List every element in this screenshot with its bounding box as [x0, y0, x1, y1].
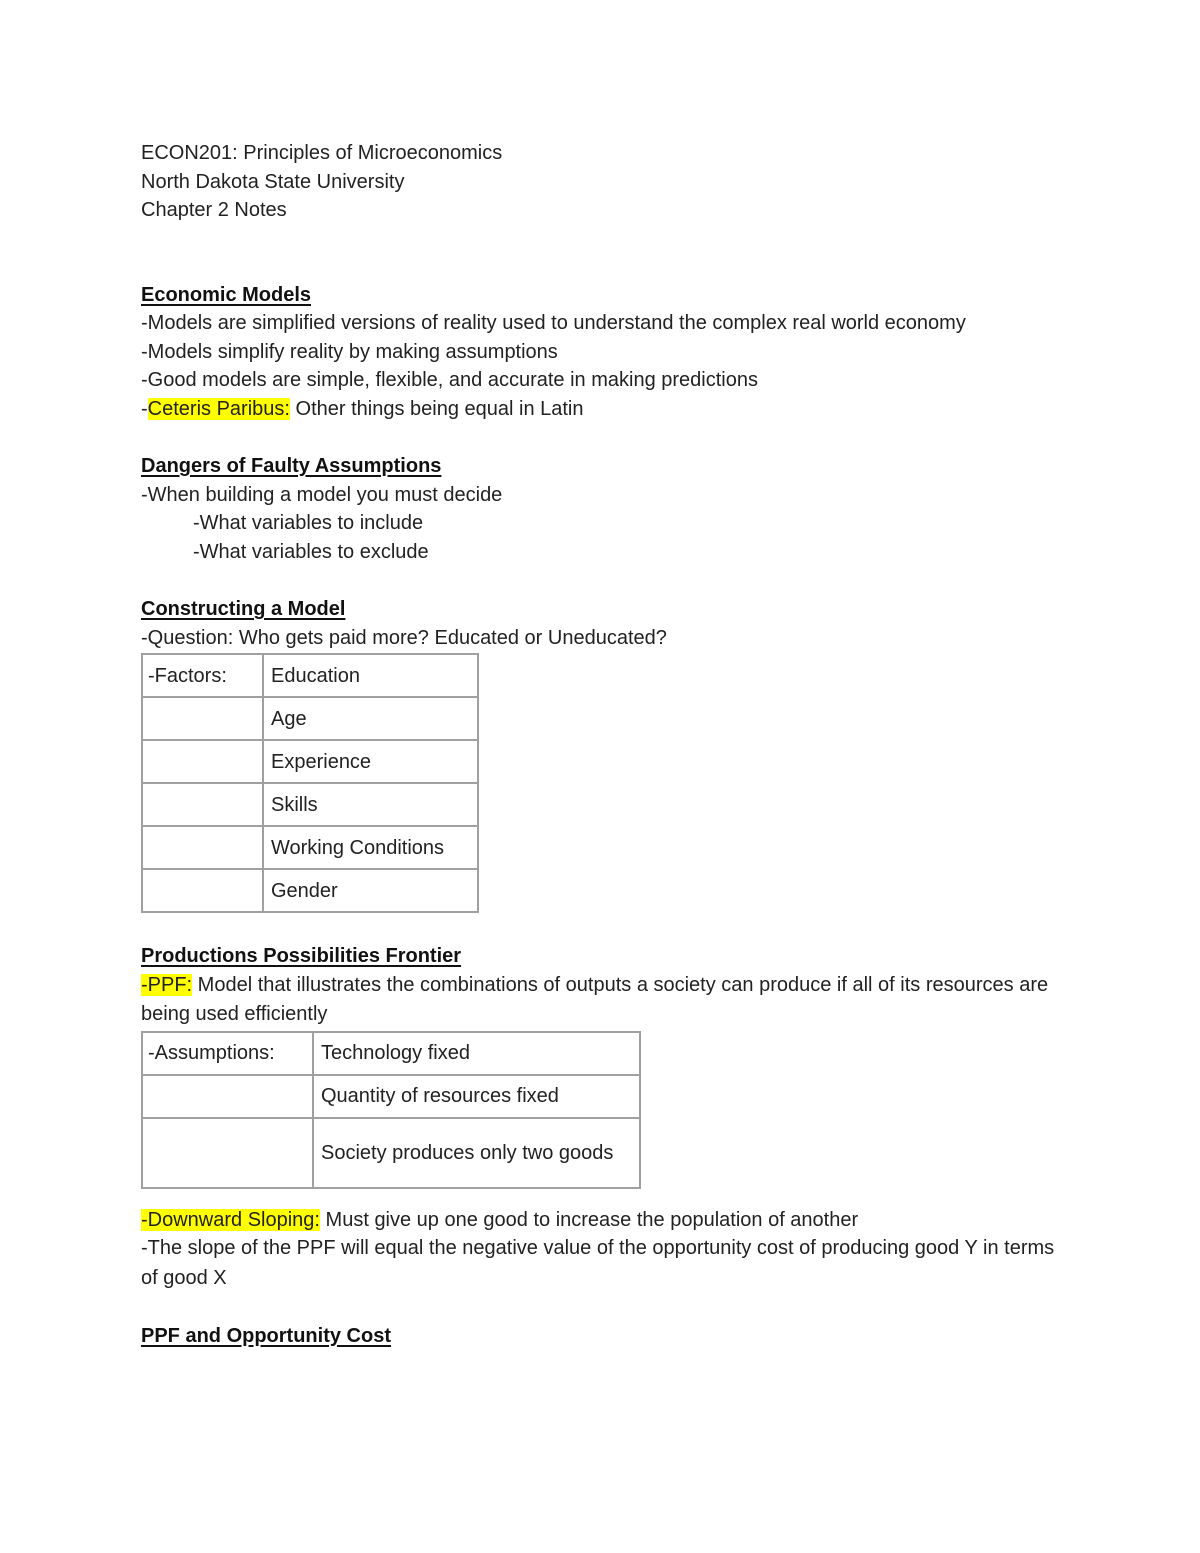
empty-cell [142, 783, 263, 826]
spacer [141, 566, 1061, 595]
empty-cell [142, 1075, 313, 1118]
factor-cell: Experience [263, 740, 478, 783]
bullet-ceteris-paribus [141, 395, 1061, 424]
factor-cell: Working Conditions [263, 826, 478, 869]
bullet-downward-sloping [141, 1206, 1061, 1235]
table-row [142, 697, 478, 740]
spacer [141, 1293, 1061, 1322]
empty-cell [142, 697, 263, 740]
ceteris-paribus-term: Ceteris Paribus: [147, 397, 290, 420]
table-row [142, 826, 478, 869]
factor-cell: Skills [263, 783, 478, 826]
assumption-cell: Quantity of resources fixed [313, 1075, 640, 1118]
table-row [142, 1032, 640, 1075]
sub-bullet-include: -What variables to include [193, 512, 424, 534]
table-row [142, 740, 478, 783]
bullet-models-simplified: -Models are simplified versions of reality used to understand the complex real world economy [141, 312, 966, 334]
bullet-building-model: -When building a model you must decide [141, 483, 503, 506]
factors-table [141, 653, 479, 913]
downward-sloping-definition: Must give up one good to increase the population of another [319, 1208, 859, 1231]
spacer [141, 225, 1061, 281]
factors-label-cell: -Factors: [142, 654, 263, 697]
bullet-slope-note: -The slope of the PPF will equal the negative value of the opportunity cost of producing good Y in terms of good X [141, 1237, 1055, 1289]
table-row [142, 1118, 640, 1188]
factor-cell: Age [263, 697, 478, 740]
assumptions-label-cell: -Assumptions: [142, 1032, 313, 1075]
section-heading-ppf-opportunity-cost: PPF and Opportunity Cost [141, 1325, 391, 1347]
ppf-definition: Model that illustrates the combinations of outputs a society can produce if all of its resources are being used efficiently [141, 973, 1049, 1025]
spacer [141, 1189, 1061, 1206]
factor-cell: Education [263, 654, 478, 697]
table-row [142, 1075, 640, 1118]
assumption-cell: Society produces only two goods [313, 1118, 640, 1188]
course-title: ECON201: Principles of Microeconomics [141, 142, 503, 164]
empty-cell [142, 1118, 313, 1188]
section-heading-economic-models: Economic Models [141, 283, 312, 306]
sub-bullet-exclude: -What variables to exclude [193, 540, 429, 563]
ppf-definition-paragraph [141, 971, 1061, 1030]
empty-cell [142, 740, 263, 783]
assumption-cell: Technology fixed [313, 1032, 640, 1075]
empty-cell [142, 869, 263, 912]
spacer [141, 913, 1061, 942]
spacer [141, 423, 1061, 452]
ceteris-prefix: - [141, 397, 148, 420]
bullet-models-assumptions: -Models simplify reality by making assumptions [141, 340, 558, 363]
bullet-question: -Question: Who gets paid more? Educated or Uneducated? [141, 626, 667, 649]
assumptions-table [141, 1031, 641, 1189]
table-row [142, 869, 478, 912]
university-name: North Dakota State University [141, 170, 405, 193]
ceteris-paribus-definition: Other things being equal in Latin [289, 397, 584, 420]
document-page [141, 139, 1061, 1351]
section-heading-faulty-assumptions: Dangers of Faulty Assumptions [141, 455, 442, 477]
table-row [142, 783, 478, 826]
table-row [142, 654, 478, 697]
section-heading-ppf: Productions Possibilities Frontier [141, 945, 462, 967]
chapter-title: Chapter 2 Notes [141, 199, 287, 221]
section-heading-constructing-model: Constructing a Model [141, 598, 346, 620]
downward-sloping-term: -Downward Sloping: [141, 1208, 320, 1231]
bullet-good-models: -Good models are simple, flexible, and accurate in making predictions [141, 369, 758, 391]
ppf-term: -PPF: [141, 973, 193, 996]
factor-cell: Gender [263, 869, 478, 912]
empty-cell [142, 826, 263, 869]
